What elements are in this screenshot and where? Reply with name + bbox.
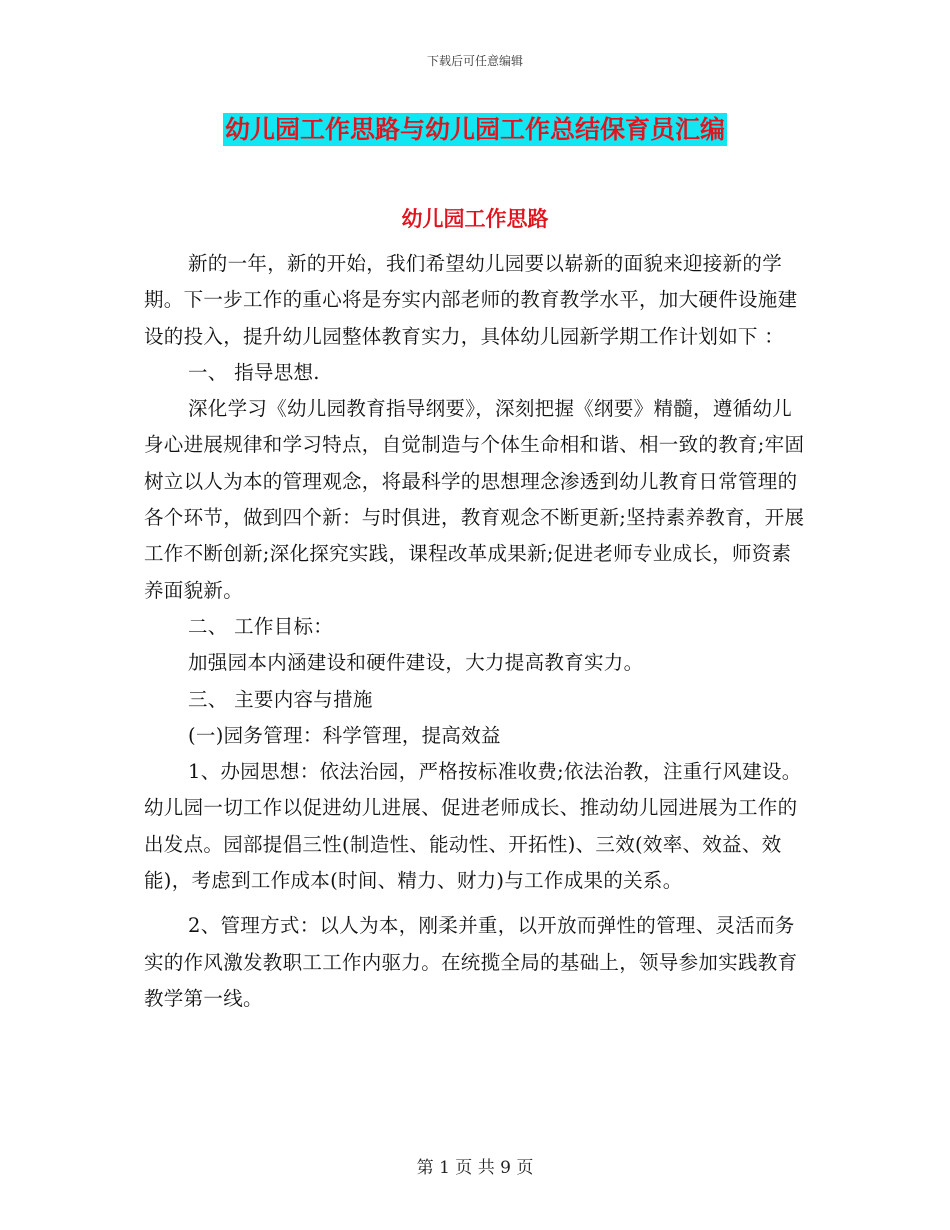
page-number: 第 1 页 共 9 页: [416, 1158, 534, 1178]
heading-work-goals: 二、 工作目标：: [188, 614, 334, 638]
heading-main-content: 三、 主要内容与措施: [188, 687, 373, 711]
paragraph-philosophy: 1、办园思想：依法治园，严格按标准收费;依法治教，注重行风建设。幼儿园一切工作以促进幼儿进展、促进老师成长、推动幼儿园进展为工作的出发点。园部提倡三性(制造性、能动性、开拓性)、三效(效率、效益、效能)，考虑到工作成本(时间、精力、财力)与工作成果的关系。: [144, 760, 802, 893]
paragraph-management-style: 2、管理方式：以人为本，刚柔并重，以开放而弹性的管理、灵活而务实的作风激发教职工工作内驱力。在统揽全局的基础上，领导参加实践教育教学第一线。: [144, 914, 798, 1010]
paragraph-work-goals: 加强园本内涵建设和硬件建设，大力提高教育实力。: [188, 651, 644, 675]
body-text: [144, 246, 806, 1017]
document-title-text: 幼儿园工作思路与幼儿园工作总结保育员汇编: [224, 115, 725, 144]
document-title: [0, 110, 950, 146]
paragraph-intro: 新的一年，新的开始，我们希望幼儿园要以崭新的面貌来迎接新的学期。下一步工作的重心将是夯实内部老师的教育教学水平，加大硬件设施建设的投入，提升幼儿园整体教育实力，具体幼儿园新学期工作计划如下 ：: [144, 252, 798, 348]
section-title: 幼儿园工作思路: [401, 207, 549, 231]
subheading-management: (一)园务管理：科学管理，提高效益: [188, 723, 501, 747]
heading-guiding-thought: 一、 指导思想.: [188, 360, 320, 384]
paragraph-guiding-thought: 深化学习《幼儿园教育指导纲要》，深刻把握《纲要》精髓，遵循幼儿身心进展规律和学习特点，自觉制造与个体生命相和谐、相一致的教育;牢固树立以人为本的管理观念，将最科学的思想理念渗透到幼儿教育日常管理的各个环节，做到四个新：与时俱进，教育观念不断更新;坚持素养教育，开展工作不断创新;深化探究实践，课程改革成果新;促进老师专业成长，师资素养面貌新。: [144, 397, 805, 602]
page-header-note: 下载后可任意编辑: [426, 54, 523, 68]
